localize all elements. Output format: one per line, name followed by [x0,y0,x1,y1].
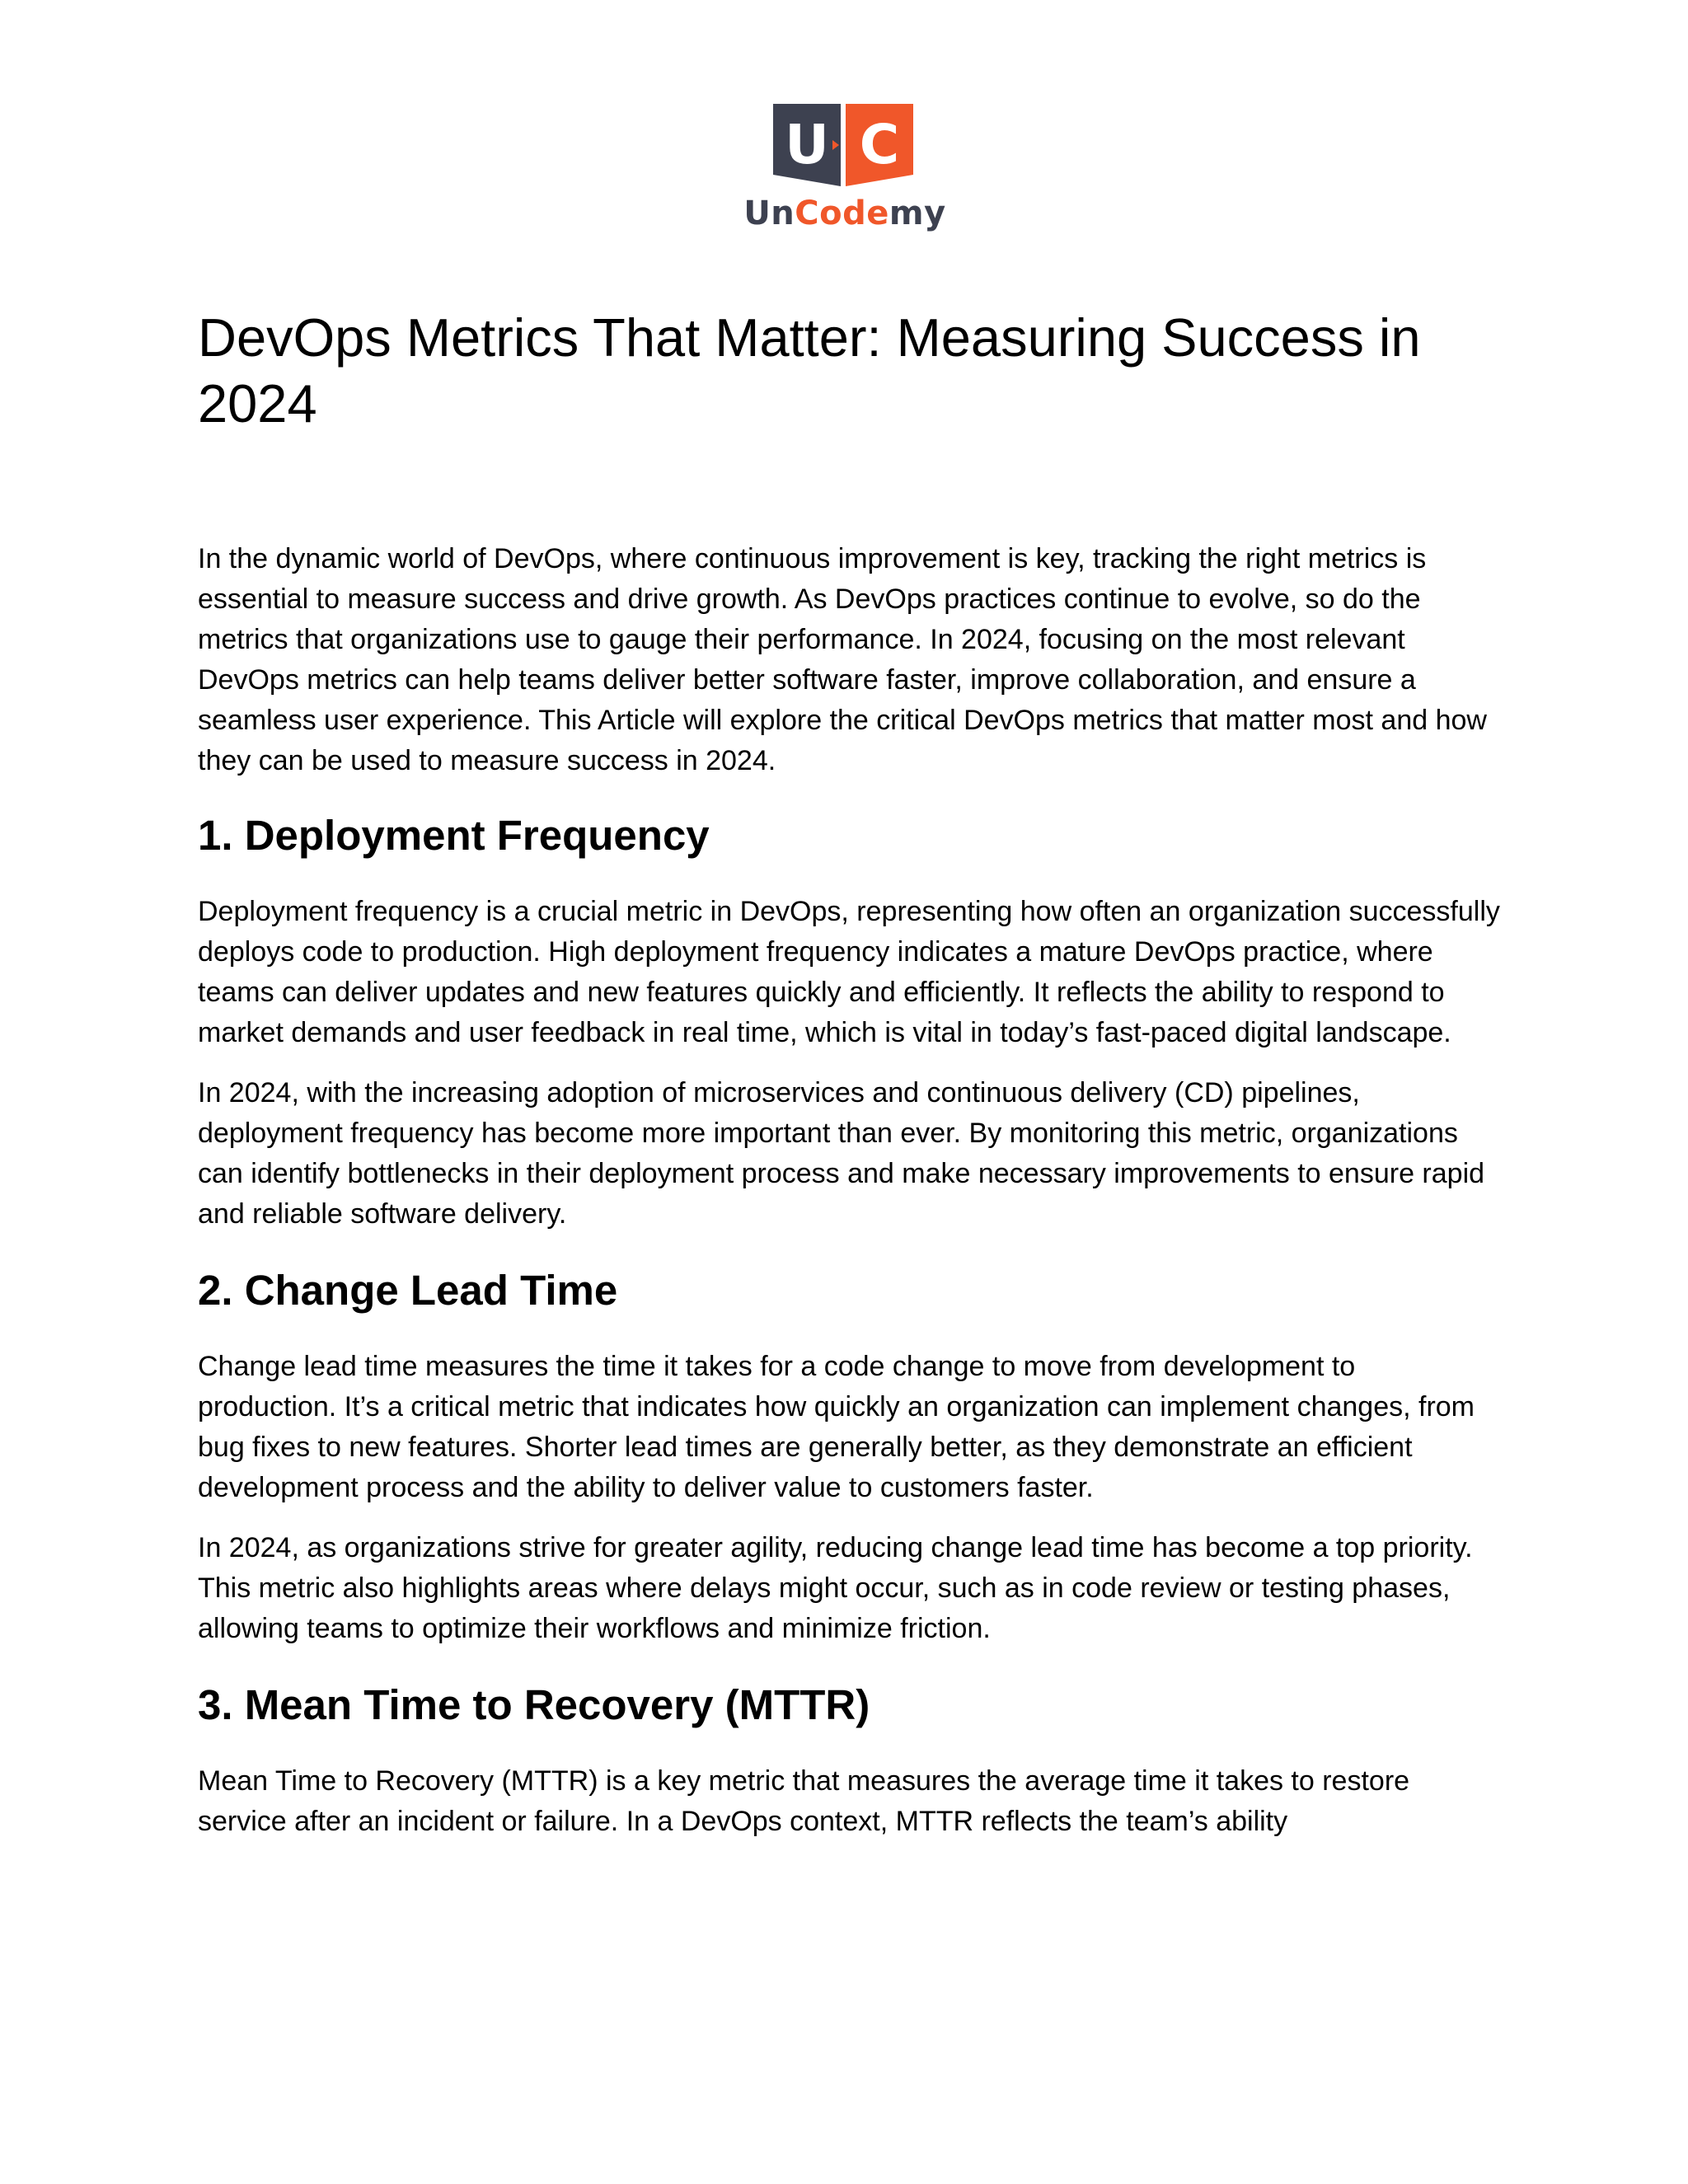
section-heading-mttr: 3. Mean Time to Recovery (MTTR) [198,1681,870,1728]
document-title: DevOps Metrics That Matter: Measuring Success in 2024 [198,307,1421,434]
document-body [198,305,1500,1842]
logo-wordmark [725,194,964,232]
section-heading-change-lead-time: 2. Change Lead Time [198,1267,618,1314]
logo-wordmark-un: Un [743,194,795,232]
intro-paragraph: In the dynamic world of DevOps, where continuous improvement is key, tracking the right metrics is essential to measure success and drive growth. As DevOps practices continue to evolve, so do the metrics that organizations use to gauge their performance. In 2024, focusing on the most relevant DevOps metrics can help teams deliver better software faster, improve collaboration, and ensure a seamless user experience. This Article will explore the critical DevOps metrics that matter most and how they can be used to measure success in 2024. [198,543,1487,776]
section-1-paragraph-2: In 2024, with the increasing adoption of microservices and continuous delivery (CD) pipelines, deployment frequency has become more important than ever. By monitoring this metric, organizations can identify bottlenecks in their deployment process and make necessary improvements to ensure rapid and reliable software delivery. [198,1077,1485,1230]
section-1-paragraph-1: Deployment frequency is a crucial metric in DevOps, representing how often an organization successfully deploys code to production. High deployment frequency indicates a mature DevOps practice, where teams can deliver updates and new features quickly and efficiently. It reflects the ability to respond to market demands and user feedback in real time, which is vital in today’s fast-paced digital landscape. [198,896,1500,1048]
section-heading-deployment-frequency: 1. Deployment Frequency [198,812,710,859]
logo-wordmark-my: my [889,194,946,232]
uncodemy-logo-mark [773,104,913,186]
uncodemy-logo [725,104,964,236]
logo-mark-letter-c: C [859,113,900,176]
section-2-paragraph-1: Change lead time measures the time it takes for a code change to move from development to production. It’s a critical metric that indicates how quickly an organization can implement changes, from bug fixes to new features. Shorter lead times are generally better, as they demonstrate an efficient development process and the ability to deliver value to customers faster. [198,1351,1475,1503]
section-3-paragraph-1: Mean Time to Recovery (MTTR) is a key metric that measures the average time it takes to restore service after an incident or failure. In a DevOps context, MTTR reflects the team’s ability [198,1765,1410,1837]
logo-mark-letter-u: U [785,113,829,176]
section-2-paragraph-2: In 2024, as organizations strive for greater agility, reducing change lead time has become a top priority. This metric also highlights areas where delays might occur, such as in code review or testing phases, allowing teams to optimize their workflows and minimize friction. [198,1532,1473,1644]
logo-wordmark-code: Code [795,194,889,232]
